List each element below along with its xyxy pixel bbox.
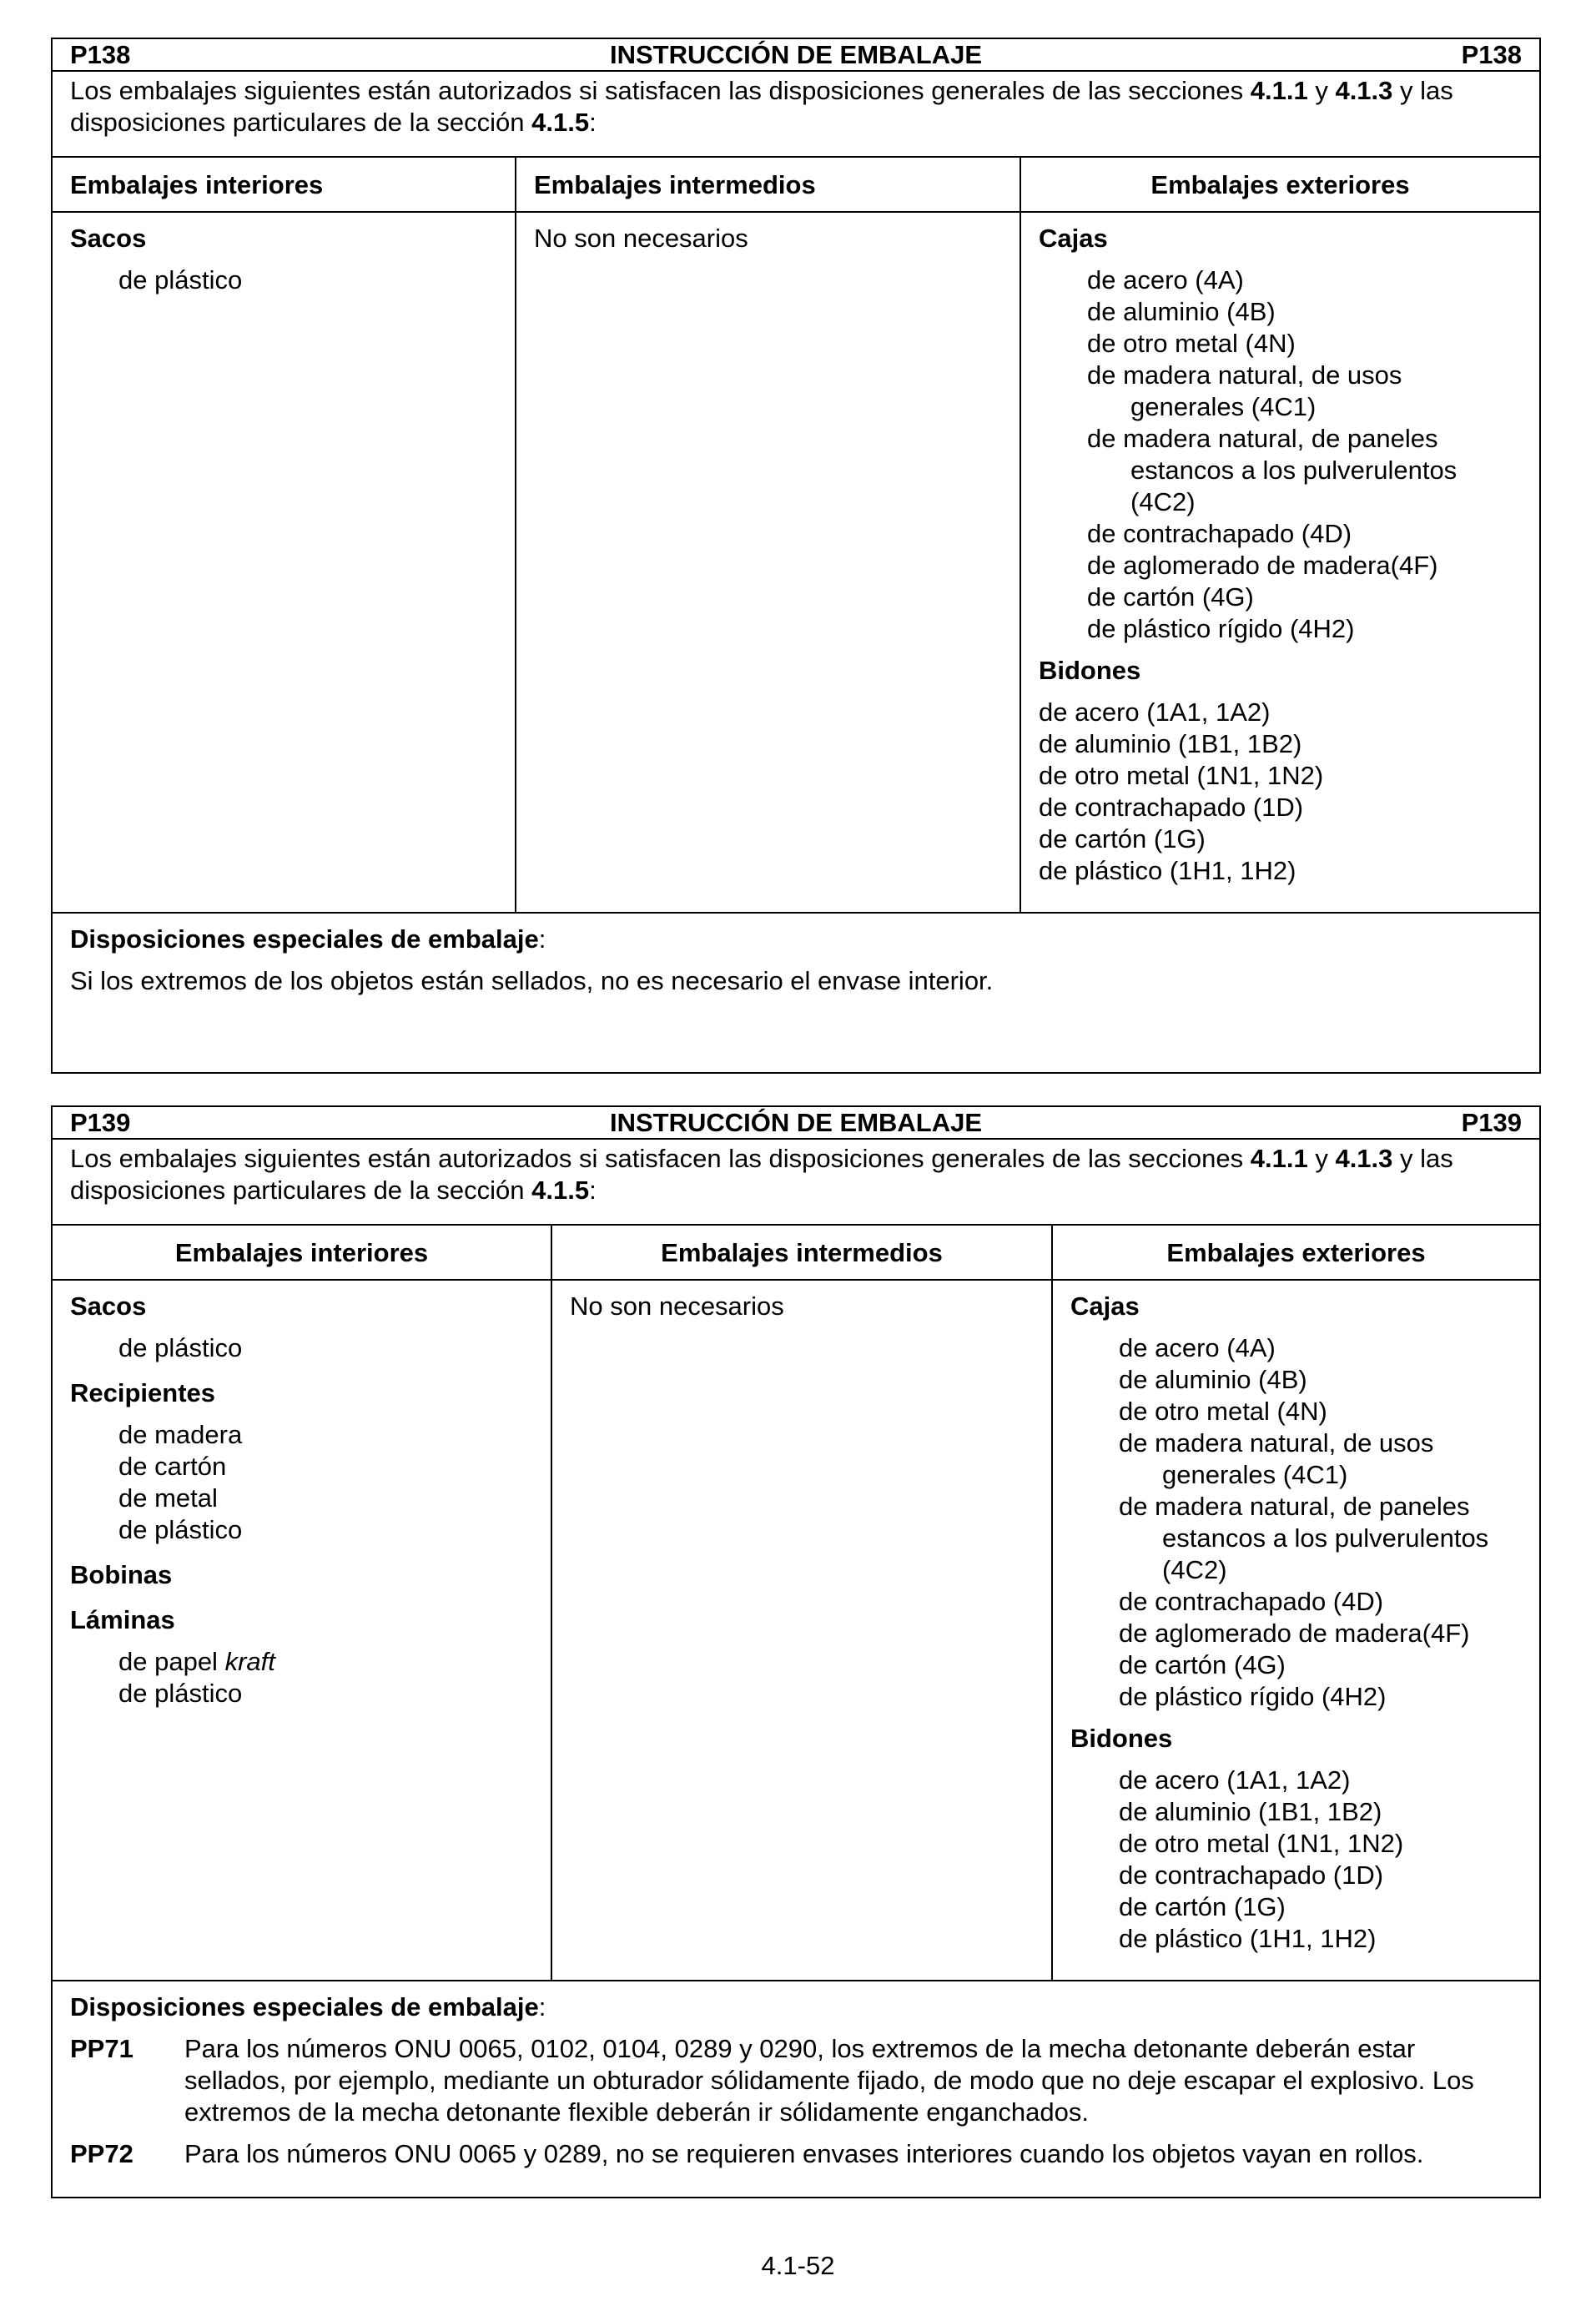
pp72-code: PP72 xyxy=(70,2139,133,2168)
p138-mid-text: No son necesarios xyxy=(534,224,748,253)
p138-col-inner xyxy=(53,158,515,912)
p138-col-mid-header: Embalajes intermedios xyxy=(516,158,1020,213)
p139-col-mid xyxy=(551,1226,1051,1980)
list-item: de plástico (1H1, 1H2) xyxy=(1039,856,1296,885)
list-item: de aluminio (4B) xyxy=(1087,297,1276,326)
list-item: de aluminio (1B1, 1B2) xyxy=(1039,729,1302,758)
p138-bidones-label: Bidones xyxy=(1039,656,1141,685)
list-item: de plástico xyxy=(118,1515,243,1544)
p139-intro: Los embalajes siguientes están autorizados si satisfacen las disposiciones generales de las secciones 4.1.1 y 4.1.3 y las disposiciones particulares de la sección 4.1.5: xyxy=(53,1140,1539,1226)
list-item: de madera natural, de paneles xyxy=(1087,424,1438,453)
packing-instruction-p139 xyxy=(51,1105,1541,2198)
p139-col-inner-body xyxy=(53,1281,551,1709)
list-item-cont: (4C2) xyxy=(1130,487,1196,516)
p139-special-title: Disposiciones especiales de embalaje: xyxy=(70,1992,546,2021)
list-item: de aluminio (4B) xyxy=(1119,1365,1307,1394)
p138-col-mid-body xyxy=(516,213,1020,254)
p138-code-left: P138 xyxy=(70,40,131,69)
p139-header xyxy=(53,1107,1539,1140)
list-item: de metal xyxy=(118,1483,218,1513)
list-item: de plástico rígido (4H2) xyxy=(1087,614,1355,643)
list-item: de contrachapado (1D) xyxy=(1039,793,1304,822)
list-item: de plástico xyxy=(118,265,243,295)
list-item: de aglomerado de madera(4F) xyxy=(1119,1619,1470,1648)
list-item: de acero (4A) xyxy=(1119,1333,1276,1362)
list-item: de cartón (1G) xyxy=(1039,824,1206,853)
p138-col-outer-body xyxy=(1021,213,1539,887)
list-item: de contrachapado (4D) xyxy=(1119,1587,1384,1616)
list-item-cont: estancos a los pulverulentos xyxy=(1162,1523,1489,1553)
list-item: de aluminio (1B1, 1B2) xyxy=(1119,1797,1382,1826)
list-item: de plástico xyxy=(118,1333,243,1362)
p138-inner-category: Sacos xyxy=(70,224,147,253)
p138-code-right: P138 xyxy=(1461,40,1522,69)
list-item: de plástico rígido (4H2) xyxy=(1119,1682,1387,1711)
p138-header xyxy=(53,39,1539,72)
page-number: 4.1-52 xyxy=(761,2251,835,2280)
list-item: de cartón (1G) xyxy=(1119,1892,1286,1921)
p138-intro: Los embalajes siguientes están autorizados si satisfacen las disposiciones generales de las secciones 4.1.1 y 4.1.3 y las disposiciones particulares de la sección 4.1.5: xyxy=(53,72,1539,158)
list-item: de madera xyxy=(118,1420,243,1449)
p139-col-mid-body xyxy=(552,1281,1051,1322)
p139-laminas-label: Láminas xyxy=(70,1605,175,1634)
list-item-cont: (4C2) xyxy=(1162,1555,1227,1584)
p138-title: INSTRUCCIÓN DE EMBALAJE xyxy=(609,40,983,69)
list-item: de aglomerado de madera(4F) xyxy=(1087,551,1438,580)
p139-col-outer-body xyxy=(1053,1281,1539,1955)
p139-recipientes-group xyxy=(53,1377,551,1546)
list-item: de plástico xyxy=(118,1679,243,1708)
list-item: de otro metal (1N1, 1N2) xyxy=(1039,761,1324,790)
p139-recipientes-label: Recipientes xyxy=(70,1378,216,1407)
p139-laminas-group xyxy=(53,1604,551,1709)
p138-special-provisions xyxy=(53,914,1539,997)
p138-col-outer-header: Embalajes exteriores xyxy=(1021,158,1539,213)
p139-sacos-label: Sacos xyxy=(70,1291,147,1321)
list-item: de cartón (4G) xyxy=(1087,582,1254,612)
p139-cajas-label: Cajas xyxy=(1070,1291,1140,1321)
p139-columns xyxy=(53,1226,1539,1981)
list-item-cont: estancos a los pulverulentos xyxy=(1130,456,1458,485)
list-item: de otro metal (4N) xyxy=(1087,329,1296,358)
pp71-text: Para los números ONU 0065, 0102, 0104, 0289 y 0290, los extremos de la mecha detonante deberán estar sellados, por ejemplo, mediante un obturador sólidamente fijado, de modo que no deje escapar el explosivo. Los extremos de la mecha detonante flexible deberán ir sólidamente enganchados. xyxy=(184,2034,1474,2127)
p139-sacos-group xyxy=(53,1291,551,1364)
list-item: de contrachapado (4D) xyxy=(1087,519,1352,548)
p139-bidones-label: Bidones xyxy=(1070,1724,1173,1753)
list-item: de plástico (1H1, 1H2) xyxy=(1119,1924,1377,1953)
p138-cajas-label: Cajas xyxy=(1039,224,1108,253)
list-item-cont: generales (4C1) xyxy=(1130,392,1317,421)
list-item-cont: generales (4C1) xyxy=(1162,1460,1348,1489)
p139-col-outer-header: Embalajes exteriores xyxy=(1053,1226,1539,1281)
p139-col-mid-header: Embalajes intermedios xyxy=(552,1226,1051,1281)
p139-col-outer xyxy=(1051,1226,1539,1980)
p139-bobinas-label: Bobinas xyxy=(70,1560,173,1589)
p139-col-inner-header: Embalajes interiores xyxy=(53,1226,551,1281)
list-item: de otro metal (1N1, 1N2) xyxy=(1119,1829,1404,1858)
p139-code-right: P139 xyxy=(1461,1108,1522,1137)
list-item: de papel kraft xyxy=(118,1647,275,1676)
list-item: de cartón (4G) xyxy=(1119,1650,1286,1679)
p138-col-mid xyxy=(515,158,1020,912)
pp71-code: PP71 xyxy=(70,2034,133,2063)
list-item: de acero (4A) xyxy=(1087,265,1244,295)
p139-code-left: P139 xyxy=(70,1108,131,1137)
list-item: de otro metal (4N) xyxy=(1119,1397,1327,1426)
list-item: de acero (1A1, 1A2) xyxy=(1119,1765,1351,1795)
p138-col-inner-header: Embalajes interiores xyxy=(53,158,515,213)
pp72-text: Para los números ONU 0065 y 0289, no se requieren envases interiores cuando los objetos vayan en rollos. xyxy=(184,2139,1424,2168)
list-item: de madera natural, de paneles xyxy=(1119,1492,1470,1521)
p139-title: INSTRUCCIÓN DE EMBALAJE xyxy=(609,1108,983,1137)
p138-special-text: Si los extremos de los objetos están sellados, no es necesario el envase interior. xyxy=(70,966,994,995)
pp72-provision xyxy=(70,2138,1522,2170)
list-item: de contrachapado (1D) xyxy=(1119,1860,1384,1890)
p138-col-inner-body xyxy=(53,213,515,296)
packing-instruction-p138 xyxy=(51,38,1541,1074)
pp71-provision xyxy=(70,2033,1522,2128)
p139-col-inner xyxy=(53,1226,551,1980)
list-item: de madera natural, de usos xyxy=(1087,360,1402,390)
p139-bobinas-group xyxy=(53,1559,551,1591)
list-item: de acero (1A1, 1A2) xyxy=(1039,697,1271,727)
p138-special-title: Disposiciones especiales de embalaje: xyxy=(70,924,546,954)
p138-columns xyxy=(53,158,1539,914)
p139-special-provisions xyxy=(53,1981,1539,2170)
p139-mid-text: No son necesarios xyxy=(570,1291,784,1321)
list-item: de cartón xyxy=(118,1452,227,1481)
p138-col-outer xyxy=(1020,158,1539,912)
list-item: de madera natural, de usos xyxy=(1119,1428,1434,1458)
